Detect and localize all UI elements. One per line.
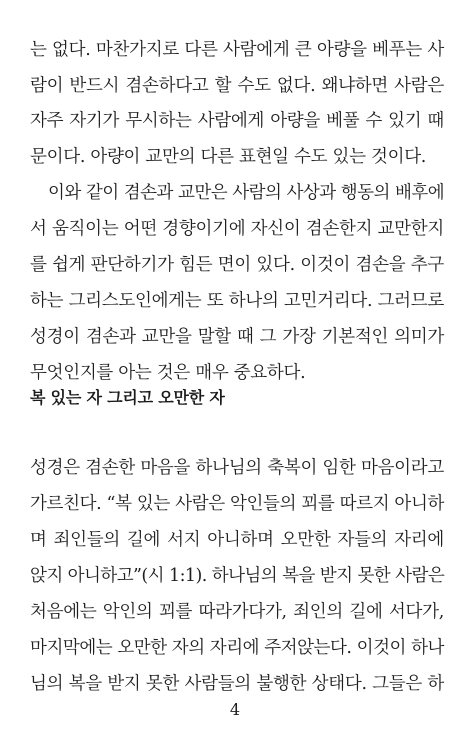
body-text-line: 며 죄인들의 길에 서지 아니하며 오만한 자들의 자리에 xyxy=(30,530,444,550)
body-text-line: 자주 자기가 무시하는 사람에게 아량을 베풀 수 있기 때 xyxy=(30,111,444,131)
body-text-line: 처음에는 악인의 꾀를 따라가다가, 죄인의 길에 서다가, xyxy=(30,602,444,622)
section-heading: 복 있는 자 그리고 오만한 자 xyxy=(30,388,225,407)
body-text-line: 서 움직이는 어떤 경향이기에 자신이 겸손한지 교만한지 xyxy=(30,219,444,239)
body-text-line: 람이 반드시 겸손하다고 할 수도 없다. 왜냐하면 사람은 xyxy=(30,76,444,96)
body-text-line: 무엇인지를 아는 것은 매우 중요하다. xyxy=(30,363,306,383)
body-text-line: 마지막에는 오만한 자의 자리에 주저앉는다. 이것이 하나 xyxy=(30,638,444,658)
body-text-line: 성경은 겸손한 마음을 하나님의 축복이 임한 마음이라고 xyxy=(30,458,444,478)
page-number: 4 xyxy=(229,700,241,719)
body-text-line: 가르친다. “복 있는 사람은 악인들의 꾀를 따르지 아니하 xyxy=(30,494,445,514)
body-text-line: 성경이 겸손과 교만을 말할 때 그 가장 기본적인 의미가 xyxy=(30,327,444,347)
body-text-line: 하는 그리스도인에게는 또 하나의 고민거리다. 그러므로 xyxy=(30,291,444,311)
body-text-line: 이와 같이 겸손과 교만은 사람의 사상과 행동의 배후에 xyxy=(48,183,445,203)
body-text-line: 문이다. 아량이 교만의 다른 표현일 수도 있는 것이다. xyxy=(30,147,427,167)
body-text-line: 앉지 아니하고”(시 1:1). 하나님의 복을 받지 못한 사람은 xyxy=(30,566,445,586)
body-text-line: 를 쉽게 판단하기가 힘든 면이 있다. 이것이 겸손을 추구 xyxy=(30,255,444,275)
body-text-line: 는 없다. 마찬가지로 다른 사람에게 큰 아량을 베푸는 사 xyxy=(30,40,444,60)
body-text-line: 님의 복을 받지 못한 사람들의 불행한 상태다. 그들은 하 xyxy=(30,674,444,694)
